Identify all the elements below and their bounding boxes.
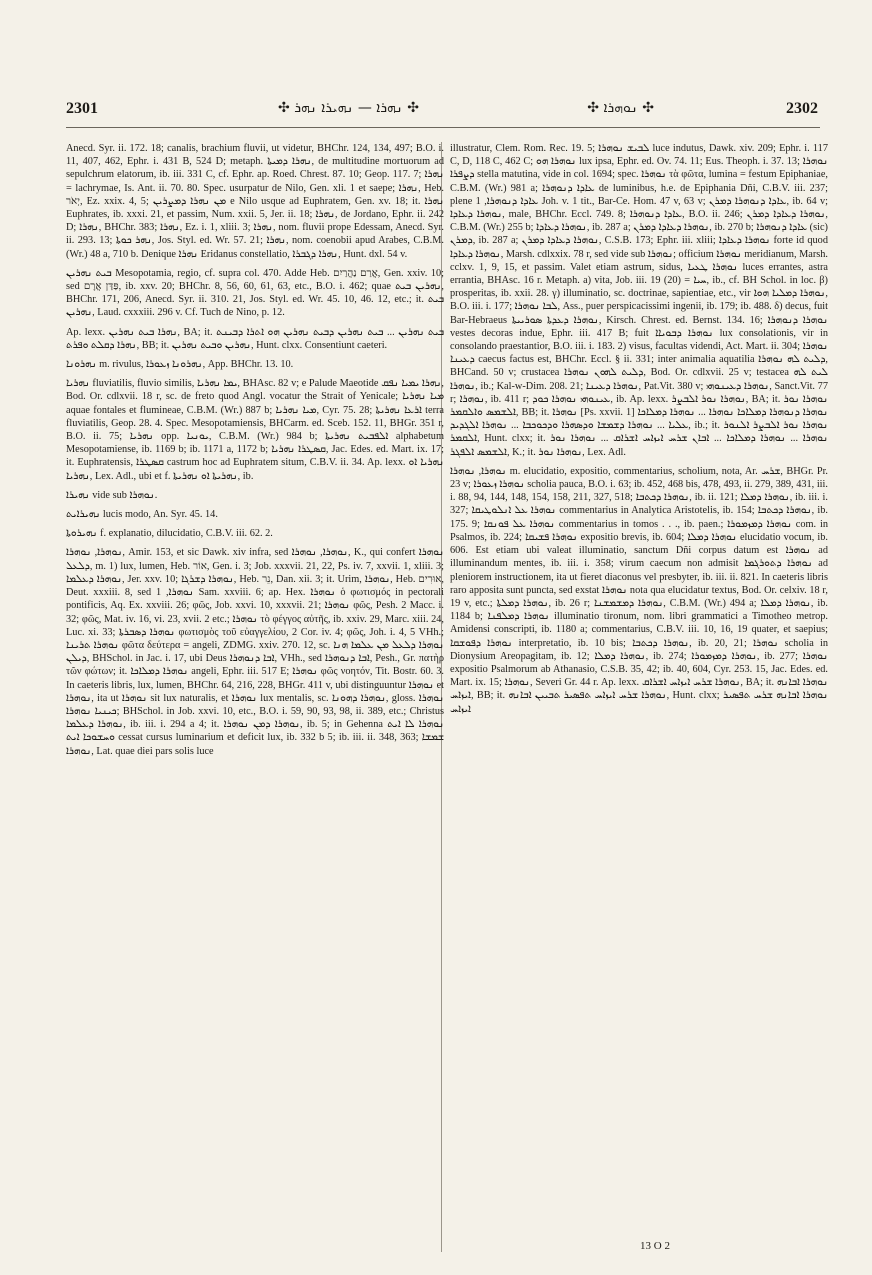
- right-column: [450, 142, 828, 1252]
- dictionary-entry: ܢܗܝܪܐܝܬ lucis modo, An. Syr. 45. 14.: [66, 509, 218, 521]
- dictionary-entry: Ap. lexx. ܢܗܪܐ ܒܝܬ ܢܗܪܝܢ, BA; it. ܒܝܬ ܢܗܪܝܢ ... ܒܝܬ ܢܗܪܝܢ ܕܒܝܬ ܢܗܪܝܢ ܗܘ ܐܬܪܐ ܕܒܝܢܬ ܢܗܪܐ ܕܩܠܬ ܘܦܪܬ, BB; it. ܢܗܪܝܢ ܘܒܝܬ ܢܗܪܝܢ, Hunt. clxx. Consentiunt caeteri.: [66, 326, 444, 351]
- dictionary-entry: ܢܗܝܪܐ vide sub ܢܘܗܪܐ.: [66, 489, 158, 501]
- dictionary-entry: ܢܗܪܘܢܐ m. rivulus, ܢܗܪܘܢܐ ܙܥܘܪܐ, App. BHChr. 13. 10.: [66, 359, 294, 371]
- left-page-number: 2301: [66, 100, 98, 117]
- header-rule: [66, 127, 820, 128]
- dictionary-entry: ܢܗܪܝܐ fluviatilis, fluvio similis, ܝܡܐ ܢܗܪܝܐ, BHAsc. 82 v; e Palude Maeotide ܢܗܪܐ ܝܡܝܐ ܢܦܩ, Bod. Or. cdlxvii. 18 r, sc. de freto quod Angl. vocatur the Strait of Yenicale; ܡܝܐ ܢܗܪܝܐ aquae fontales et flumineae, C.B.M. (Wr.) 887 b; ܡܝܐ ܢܗܪܝܐ, Cyr. 75. 28; ܐܪܥܐ ܢܗܪܝܬܐ terra fluviatilis, Geop. 28. 4. Spec. Mesopotamiensis, BHCarm. ed. Sceb. 152. 11, BHGr. 351 r, B.O. ii. 75; ܢܗܪܝܐ opp. ܝܘܢܝܐ, C.B.M. (Wr.) 984 b; ܐܠܦܒܝܬ ܢܗܪܝܬܐ alphabetum Mesopotamiense, ib. 1169 b; ib. 1171 a, 1172 b; ܩܣܛܪܐ ܢܗܪܝܐ, Jac. Edes. ed. Mart. ix. 17; it. Euphratensis, ܩܣܛܪܐ castrum hoc ad Euphratem situm, C.B.V. ii. 34. Ap. lexx. ܢܗܪܝܐ ܐܘ ܢܗܪܝܐ, Lex. Adl., ubi et f. ܢܗܪܝܬܐ ܐܘ ܢܗܪܝܬܐ, ib.: [66, 378, 444, 482]
- dictionary-entry: ܢܗܝܪܘܬܐ f. explanatio, dilucidatio, C.B.V. iii. 62. 2.: [66, 528, 273, 540]
- left-column: [66, 142, 444, 1252]
- dictionary-entry: illustratur, Clem. Rom. Rec. 19. 5; ܠܒܝܫ ܢܘܗܪܐ luce indutus, Dawk. xiv. 209; Ephr. i. 117 C, D, 118 C, 462 C; ܢܘܗܪܐ ܗܘ lux ipsa, Ephr. ed. Ov. 74. 11; Eus. Theoph. i. 37. 13; ܢܘܗܪܐ ܕܨܦܪܐ stella matutina, vide in col. 1694; spec. ܢܘܗܪܐ τὰ φῶτα, lumina = festum Epiphaniae, C.B.M. (Wr.) 981 a; ܥܐܕܐ ܕܢܘܗܪܐ de luminibus, h.e. de Epiphania Dñi, C.B.V. iii. 237; plene ܥܐܕܐ ܕܢܘܗܪܐ, 1 Joh. v. 1 tit., Bar-Ce. Hom. 47 v, 63 v; ܥܐܕܐ ܕܢܘܗܪܐ ܕܡܪܢ, ib. 64 v; ܢܘܗܪܐ ܕܥܐܕܐ, male, BHChr. Eccl. 749. 8; ܥܐܕܐ ܕܢܘܗܪܐ, B.O. ii. 246; ܢܘܗܪܐ ܕܥܐܕܐ ܕܡܪܢ, C.B.M. (Wr.) 255 b; ܢܘܗܪܐ ܕܥܐܕܐ, ib. 287 a; ܢܘܗܪܐ ܕܥܐܕܐ ܕܡܪܢ, ib. 270 b; ܥܐܕܐ ܕܢܘܗܪܐ (sic) ܕܡܪܢ, ib. 287 a; ܢܘܗܪܐ ܕܥܐܕܐ ܕܡܪܢ, C.S.B. 173; Ephr. iii. xliii; ܢܘܗܪܐ ܕܥܐܕܐ forte id quod ܢܘܗܪܐ ܕܥܐܕܐ, Marsh. cdlxxix. 78 r, sed vide sub ܢܘܗܪܐ; officium ܢܘܗܪܐ meridianum, Marsh. cclxv. 1, 9, 15, et passim. Valet etiam astrum, sidus, ܢܘܗܪܐ ܛܥܝܐ luces errantes, astra errantia, BHAsc. 16 r. Metaph. a) vita, Job. iii. 19 (20) = ܚܝܐ, ib., cf. BH Schol. in loc. β) prosperitas, ib. xxii. 28. γ) illuminatio, sc. doctrinae, sapientiae, etc., vir ܢܘܗܪܐ ܕܡܠܝܐ ܗܘܐ, B.O. iii. i. 177; ܠܒܐ ܢܘܗܪܐ, Ass., puer perspicacissimi ingenii, ib. 179; ib. 488. δ) decus, fuit Bar-Hebraeus ܢܘܗܪܐ ܕܥܕܬܐ ܣܘܪܝܝܬܐ, Kirsch. Chrest. ed. Bernst. 134. 16; ܢܘܗܪܐ ܕܢܘܗܪܐ vestes decoras indue, Ephr. iii. 417 B; fuit ܢܘܗܪܐ ܕܒܘܝܐܐ lux consolationis, vir in consolando praestantior, B.O. iii. i. 183. 2) visus, facultas videndi, Act. Mart. ii. 304; ܢܘܗܪܐ ܕܥܝܢܐ caecus factus est, BHChr. Eccl. § ii. 331; inter animalia aquatilia ܕܠܝܬ ܠܗ ܢܘܗܪܐ, BHCand. 50 v; crustacea ܕܠܝܬ ܠܗܘܢ ܢܘܗܪܐ, Bod. Or. cdlxvii. 25 v; testacea ܠܝܬ ܠܗ ܢܘܗܪܐ, ib.; Kal-w-Dim. 208. 21; ܢܘܗܪܐ ܕܥܝܢܐ, Pat.Vit. 380 v; ܢܘܗܪܐ ܕܥܝܢܘܗܝ, Sanct.Vit. 77 r; ܢܘܗܪܐ, ib. 411 r; ܥܝܢܘܗܝ ܢܘܗܪܐ ܟܘܕ, ib. Ap. lexx. ܢܘܗܪܐ ܢܘܪ ܐܠܒܨܪ, BA; it. ܢܘܗܪܐ ܢܘܪ ܐܠܫܡܣ ܘܐܠܩܡܪ, BB; it. ܢܘܗܪܐ [Ps. xxvii. 1] ܢܘܗܪܐ ܕܢܘܗܪܐ ܕܡܠܐܟܐ ܢܘܗܪܐ ... ܢܘܗܪܐ ܕܡܠܐܟܐ ܥܠܝܐ ... ܢܘܗܪܐ ܕܫܡܫܐ ܘܕܣܗܪܐ ܘܕܟܘܟܒܐ ... ܢܘܗܪܐ ܐܠܓܕܝܕ, ib.; it. ܢܘܗܪܐ ܢܘܪ ܐܠܒܨܪ ܐܠܢܘܪ ܐܠܩܡܪ, Hunt. clxx; it. ܢܘܗܪܐ ... ܢܘܗܪܐ ܕܡܠܐܟܐ ... ܐܒܐܢ ܫܪܚ ܐܝܙܐܚ ܐܫܪܐܩ ... ܢܘܗܪܐ ܢܘܪ ܐܠܫܡܣ ܐܠܦܓܪ, K.; it. ܢܘܗܪܐ ܢܘܪ, Lex. Adl.: [450, 143, 828, 458]
- signature-mark: 13 O 2: [640, 1240, 670, 1252]
- dictionary-entry: ܒܝܬ ܢܗܪܝܢ Mesopotamia, regio, cf. supra col. 470. Adde Heb. אֲרַם נַהֲרַיִם, Gen. xxiv. 10; sed פַּדַּן אֲרָם, ib. xxv. 20; BHChr. 8, 56, 60, 61, 63, etc., B.O. i. 462; quae ܢܗܪܝܢ ܒܝܬ, BHChr. 171, 206, Anecd. Syr. ii. 310. 21, Jos. Styl. ed. Wr. 45. 10, 46. 12, etc.; it. ܒܝܬ ܢܗܪܝܢ, Laud. cxxxiii. 296 v. Cf. Tuch de Nino, p. 12.: [66, 267, 444, 319]
- dictionary-entry: ܢܘܗܪܐ, ܢܘܗܪܐ, Amir. 153, et sic Dawk. xiv infra, sed ܢܘܗܪܐ, ܢܘܗܪܐ, K., qui confert ܢܘܗܪܐ ܕܠܥܠ, m. 1) lux, lumen, Heb. אוֹר, Gen. i. 3; Job. xxxvii. 21, 22, Ps. iv. 7, xxvii. 1, xliii. 3; ܢܘܗܪܐ ܕܥܠܡܐ, Jer. xxv. 10; ܢܘܗܪܐ ܕܫܪܓܐ, Heb. נֵר, Dan. xii. 3; it. Urim, ܢܘܗܪܐ, Heb. אוּרִים, Deut. xxxiii. 8, sed ܢܘܗܪܐ, 1 Sam. xxviii. 6; ap. Hex. ܢܘܗܪܐ ὁ φωτισμός in pectorali pontificis, Aq. Ex. xxviii. 26; φῶς, Job. xxvi. 10, xxxvii. 21; ܢܘܗܪܐ φῶς, Pesh. 2 Macc. i. 32; φῶς, Mat. iv. 16, vi. 23, xvii. 2 etc.; ܢܘܗܪܐ τὸ φέγγος αὐτῆς, ib. xxiv. 29, Marc. xiii. 24, Luc. xi. 33; ܢܘܗܪܐ ܕܣܒܪܬܐ φωτισμὸς τοῦ εὐαγγελίου, 2 Cor. iv. 4; φῶς, Joh. i. 4, 5 VHh.; ܢܘܗܪܐ ܬܪܝܢܐ φῶτα δεύτερα = angeli, ZDMG. xxiv. 270. 12, sc. ܢܘܗܪܐ ܕܠܥܠ ܡܢ ܥܠܡܐ ܗܢܐ ܕܝܠܢ, BHSchol. in Jac. i. 17, ubi Deus ܐܒܐ ܕܢܘܗܪܐ, VHh., sed ܐܒܐ ܕܢܘܗܪܐ, Pesh., Gr. πατὴρ τῶν φώτων; it. ܢܘܗܪܐ ܕܡܠܐܟܐ angeli, Ephr. iii. 517 E; ܢܘܗܪܐ φῶς νοητόν, Tit. Bostr. 60. 3. In caeteris libris, lux, lumen, BHChr. 64, 216, 228, BHGr. 411 v, ubi distinguuntur ܢܘܗܪܐ et ܢܘܗܪܐ, ita ut ܢܘܗܪܐ sit lux naturalis, et ܢܘܗܪܐ lux mentalis, sc. ܢܘܗܪܐ ܕܗܘܢܐ, gloss. ܢܘܗܪܐ ܟܝܢܝܐ ܢܘܗܪܐ; BHSchol. in Job. xxvi. 10, etc., B.O. i. 59, 90, 93, 98, ii. 389, etc.; Christus ܢܘܗܪܐ ܕܥܠܡܐ, ib. iii. i. 294 a 4; it. ܢܘܗܪܐ ܕܡܢ ܢܘܗܪܐ, ib. 5; in Gehenna ܢܘܗܪܐ ܠܐ ܐܝܬ ܘܚܫܘܟܐ ܐܝܬ cessat cursus luminarium et deficit lux, ib. 332 b 5; ib. iii. ii. 348, 363; ܫܡܫܐ ܢܘܗܪܐ, Lat. quae diei pars solis luce: [66, 547, 444, 757]
- dictionary-entry: Anecd. Syr. ii. 172. 18; canalis, brachium fluvii, ut videtur, BHChr. 124, 134, 497; B.O. i. 11, 407, 462, Ephr. i. 431 B, 524 D; metaph. ܢܗܪܐ ܕܡܝܬܐ, de multitudine mortuorum ad sepulchrum elatorum, ib. iii. 331 C, cf. Ephr. ap. Roed. Chrest. 87. 10; Geop. 117. 7; ܢܗܪܐ = lachrymae, Is. Ant. ii. 70. 80. Spec. usurpatur de Nilo, Gen. xli. 1 et saepe; ܢܗܪܐ, Heb. יְאֹר, Ez. xxix. 4, 5; ܡܢ ܢܗܪܐ ܕܡܨܪܝܢ e Nilo usque ad Euphratem, Gen. xv. 18; it. ܢܗܪܐ Euphrates, ib. xxxi. 21, et passim, Num. xxii. 5, Jer. ii. 18; ܢܗܪܐ, de Jordano, Ephr. ii. 242 D; ܢܗܪܐ, BHChr. 383; ܢܗܪܐ, Ez. i. 1, xliii. 3; ܢܗܪܐ, nom. fluvii prope Edessam, Anecd. Syr. ii. 293. 13; ܢܗܪ ܟܘܬܐ, Jos. Styl. ed. Wr. 57. 21; ܢܗܪܐ, nom. coenobii apud Arabes, C.B.M. (Wr.) 48 a, 710 b. Denique ܢܗܪܐ Eridanus constellatio, ܢܗܪܐ ܕܓܒܪܐ, Hunt. dxl. 54 v.: [66, 143, 444, 260]
- left-running-title: ✣ ܢܗܪܐ — ܢܗܝܪܐ ܢܗܪ ✣: [278, 100, 419, 116]
- right-page-number: 2302: [786, 100, 818, 117]
- running-header: [48, 98, 824, 124]
- right-running-title: ✣ ܢܘܗܪܐ ✣: [587, 100, 654, 116]
- dictionary-entry: ܢܘܗܪܐ, ܢܘܗܪܐ m. elucidatio, expositio, commentarius, scholium, nota, Ar. ܫܪܚ, BHGr. Pr. 23 v; ܢܘܗܪܐ ܙܥܘܪܐ scholia pauca, B.O. i. 63; ib. 452, 468 bis, 478, 493, ii. 279, 389, 431, iii. i. 88, 94, 144, 148, 154, 158, 211, 327, 518; ܢܘܗܪܐ ܕܟܬܒܐ, ib. ii. 121; ܢܘܗܪܐ ܕܡܠܐ, ib. iii. i. 327; ܢܘܗܪܐ ܥܠ ܐܢܠܘܛܝܩܐ commentarius in Analytica Aristotelis, ib. 154; ܢܘܗܪܐ ܕܟܬܒܐ, ib. 175. 9; ܢܘܗܪܐ ܥܠ ܦܘܢܩܐ commentarius in tomos . . ., ib. paen.; ܢܘܗܪܐ ܕܡܙܡܘܪܐ com. in Psalmos, ib. 224; ܢܘܗܪܐ ܦܫܝܩܐ expositio brevis, ib. 604; ܢܘܗܪܐ ܕܡܠܐ elucidatio vocum, ib. 606. Est etiam ubi valeat illuminatio, sanctum Dñi corpus datum est ܢܘܗܪܐ ad illuminandum mentes, ib. iii. i. 358; virum caecum non admisit ܢܘܗܪܐ ܕܬܘܪܓܡܐ ad pleniorem instructionem, ita ut fieret diaconus vel presbyter, ib. iii. ii. 821. In caeteris libris raro apposita sunt puncta, sed exstat ܢܘܗܪܐ nota qua elucidatur textus, Bod. Or. celxiv. 18 r, 19 v, etc.; ܢܘܗܪܐ ܕܡܠܬܐ, ib. 26 r; ܢܘܗܪܐ ܕܡܫܡܫܢܐ, C.B.M. (Wr.) 494 a; ܢܘܗܪܐ ܕܡܠܐ, ib. 1184 b; ܢܘܗܪܐ ܕܡܠܦܢܐ illuminatio tironum, nom. libri grammatici a Timotheo metrop. Amidensi conscripti, ib. 1180 a; commentarius, C.B.V. iii. 10, 16, 19 quater, et saepius; ܢܘܗܪܐ ܕܦܘܫܩܐ interpretatio, ib. 10 bis; ܢܘܗܪܐ ܕܟܬܒܐ, ib. 20, 21; ܢܘܗܪܐ scholia in Dionysium Areopagitam, ib. 12; ܢܘܗܪܐ ܕܡܠܐ, ib. 274; ܢܘܗܪܐ ܕܡܙܡܘܪܐ, ib. 277; ܢܘܗܪܐ expositio Psalmorum ab Athanasio, C.S.B. 35, 42; ib. 40, 604, Cyr. 253. 15, Jac. Edes. ed. Mart. ix. 15; ܢܘܗܪܐ, Severi Gr. 44 r. Ap. lexx. ܢܘܗܪܐ ܫܪܚ ܐܝܙܐܚ ܐܫܪܐܩ, BA; it. ܢܘܗܪܐ ܐܒܐܢܗ ܐܝܙܐܚ, BB; it. ܢܘܗܪܐ ܫܪܚ ܐܝܙܐܚ ܬܦܣܝܪ ܬܒܝܝܢ ܐܒܐܢܗ, Hunt. clxx; ܢܘܗܪܐ ܐܒܐܢܗ ܫܪܚ ܬܦܣܝܪ ܐܝܙܐܚ: [450, 465, 828, 715]
